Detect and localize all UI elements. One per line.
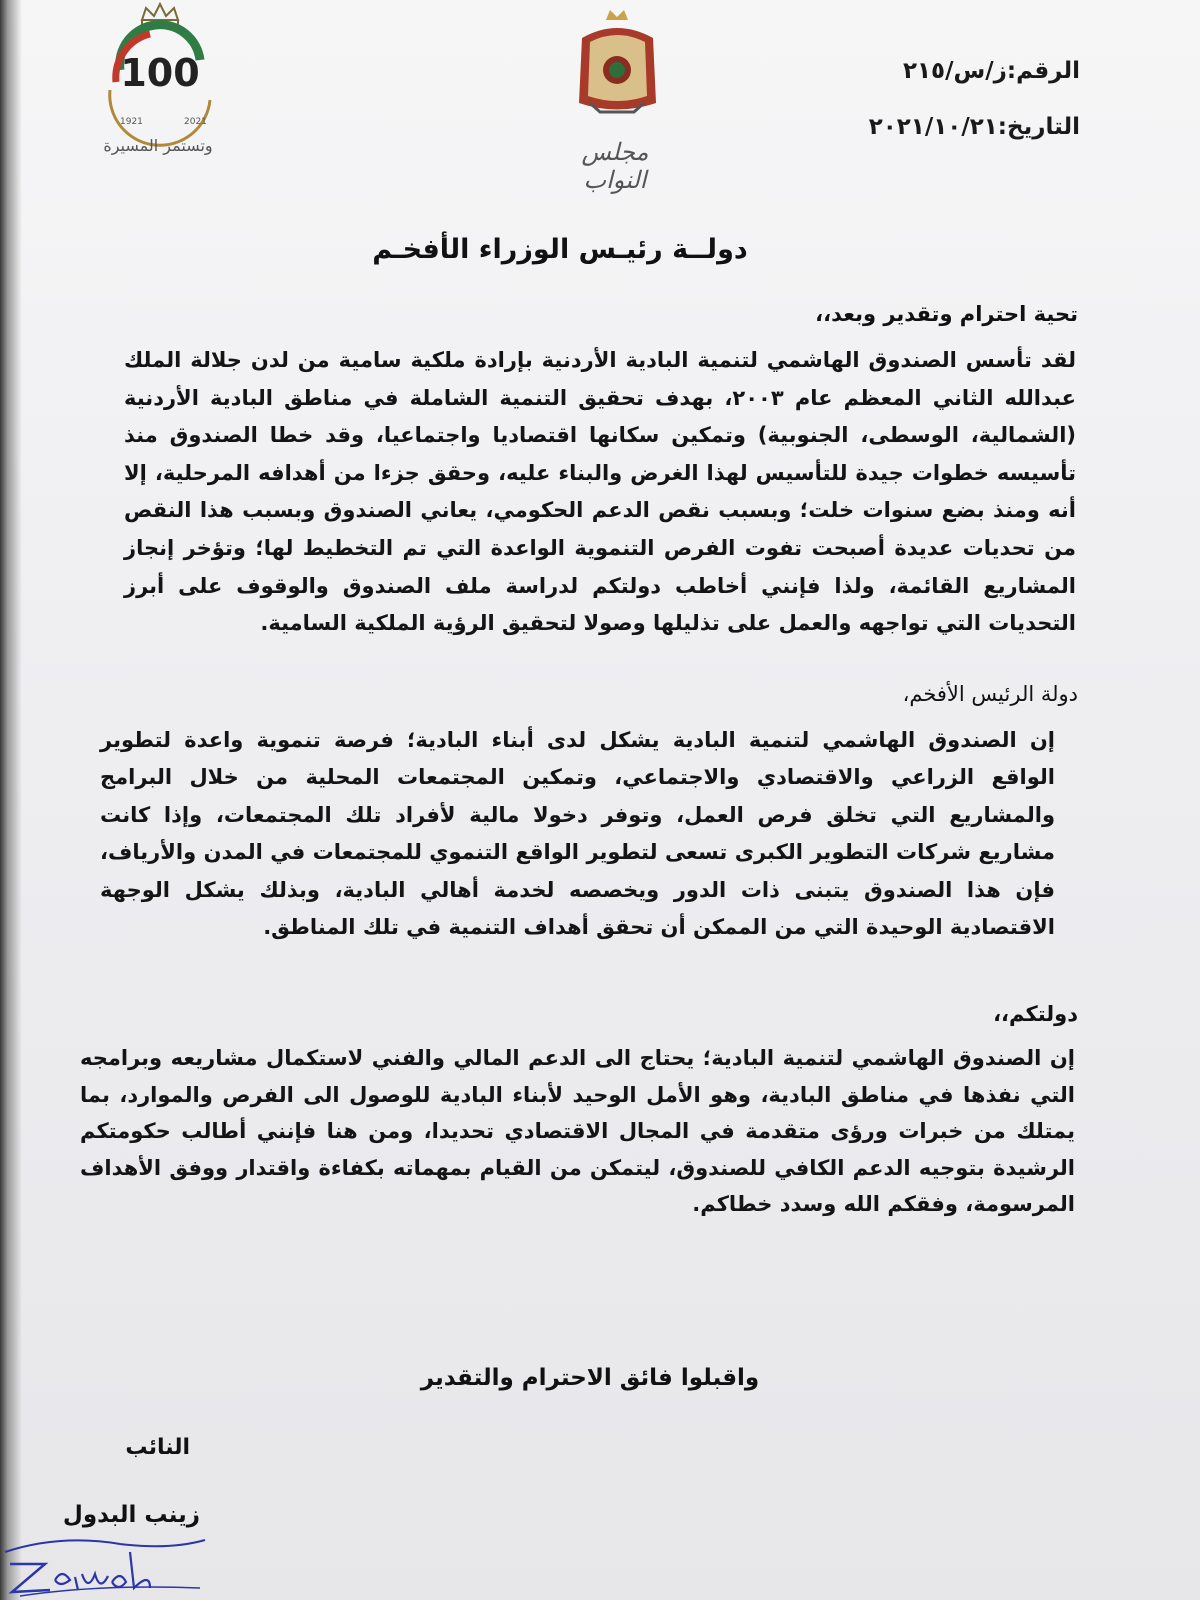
page-edge-shadow [0,0,22,1600]
greeting-line: تحية احترام وتقدير وبعد،، [815,302,1078,326]
letter-date: التاريخ:٢٠٢١/١٠/٢١ [868,114,1080,140]
logo-tagline: وتستمر المسيرة [103,136,213,155]
body-paragraph-3: إن الصندوق الهاشمي لتنمية البادية؛ يحتاج الى الدعم المالي والفني لاستكمال مشاريعه وبرامجه التي نفذها في مناطق البادية، وهو الأمل الوحيد لأبناء البادية للوصول الى الفرص والموارد، بما يمتلك من خبرات ورؤى متقدمة في المجال الاقتصادي تحديدا، ومن هنا فإنني أطالب حكومتكم الرشيدة بتوجيه الدعم الكافي للصندوق، ليتمكن من القيام بمهماته بكفاءة واقتدار ووفق الأهداف المرسومة، وفقكم الله وسدد خطاكم. [80,1046,1075,1217]
jordan-coat-of-arms-icon [570,8,665,118]
signatory-title: النائب [125,1435,190,1460]
body-paragraph-2: إن الصندوق الهاشمي لتنمية البادية يشكل لدى أبناء البادية؛ فرصة تنموية واعدة لتطوير الواقع الزراعي والاقتصادي والاجتماعي، وتمكين المجتمعات المحلية من خلال البرامج والمشاريع التي تخلق فرص العمل، وتوفر دخولا مالية لأفراد تلك المجتمعات، وإذا كانت مشاريع شركات التطوير الكبرى تسعى لتطوير الواقع التنموي للمجتمعات في المدن والأرياف، فإن هذا الصندوق يتبنى ذات الدور ويخصصه لخدمة أهالي البادية، وبذلك يشكل الوجهة الاقتصادية الوحيدة التي من الممكن أن تحقق أهداف التنمية في تلك المناطق. [100,728,1055,940]
svg-text:1921: 1921 [120,117,143,127]
svg-text:100: 100 [120,51,200,95]
signature-icon [0,1522,210,1600]
signatory-name: زينب البدول [62,1502,200,1528]
salutation-heading-3: دولتكم،، [993,1002,1078,1026]
parliament-wordmark: مجلس النواب [581,138,649,194]
reference-number: الرقم:ز/س/٢١٥ [902,58,1080,84]
svg-text:2021: 2021 [184,117,207,127]
closing-line: واقبلوا فائق الاحترام والتقدير [420,1365,760,1391]
addressee-title: دولــة رئيـس الوزراء الأفخـم [372,234,748,265]
body-paragraph-1: لقد تأسس الصندوق الهاشمي لتنمية البادية الأردنية بإرادة ملكية سامية من لدن جلالة الملك عبدالله الثاني المعظم عام ٢٠٠٣، بهدف تحقيق التنمية الشاملة في مناطق البادية الأردنية (الشمالية، الوسطى، الجنوبية) وتمكين سكانها اقتصاديا واجتماعيا، وقد خطا الصندوق منذ تأسيسه خطوات جيدة للتأسيس لهذا الغرض والبناء عليه، وحقق جزءا من أهدافه المرحلية، إلا أنه ومنذ بضع سنوات خلت؛ وبسبب نقص الدعم الحكومي، يعاني الصندوق وبسبب هذا النقص من تحديات عديدة أصبحت تفوت الفرص التنموية الواعدة التي تم التخطيط لها؛ وتؤخر إنجاز المشاريع القائمة، ولذا فإنني أخاطب دولتكم لدراسة ملف الصندوق والوقوف على أبرز التحديات التي تواجهه والعمل على تذليلها وصولا لتحقيق الرؤية الملكية السامية. [124,348,1076,636]
salutation-heading-2: دولة الرئيس الأفخم، [902,682,1078,706]
